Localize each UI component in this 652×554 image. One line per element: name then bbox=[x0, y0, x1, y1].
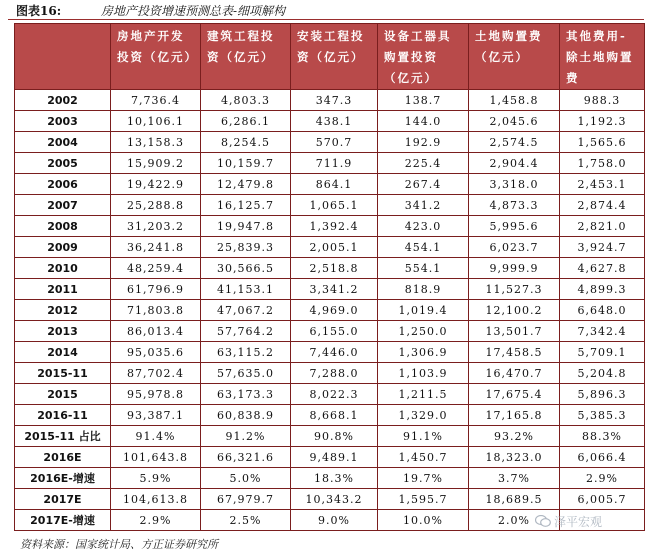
wechat-icon bbox=[535, 515, 551, 527]
value-cell: 2,904.4 bbox=[469, 153, 560, 174]
row-label-cell: 2017E bbox=[15, 489, 111, 510]
value-cell: 7,342.4 bbox=[560, 321, 645, 342]
row-label-cell: 2011 bbox=[15, 279, 111, 300]
value-cell: 16,470.7 bbox=[469, 363, 560, 384]
value-cell: 554.1 bbox=[378, 258, 469, 279]
value-cell: 454.1 bbox=[378, 237, 469, 258]
value-cell: 11,527.3 bbox=[469, 279, 560, 300]
table-row bbox=[15, 468, 645, 489]
value-cell: 2,045.6 bbox=[469, 111, 560, 132]
value-cell: 9,999.9 bbox=[469, 258, 560, 279]
value-cell: 5,709.1 bbox=[560, 342, 645, 363]
row-label-cell: 2006 bbox=[15, 174, 111, 195]
row-label-cell: 2016-11 bbox=[15, 405, 111, 426]
value-cell: 6,005.7 bbox=[560, 489, 645, 510]
value-cell: 15,909.2 bbox=[111, 153, 201, 174]
value-cell: 1,392.4 bbox=[291, 216, 378, 237]
value-cell: 47,067.2 bbox=[201, 300, 291, 321]
value-cell: 4,803.3 bbox=[201, 90, 291, 111]
table-row bbox=[15, 405, 645, 426]
value-cell: 17,675.4 bbox=[469, 384, 560, 405]
value-cell: 36,241.8 bbox=[111, 237, 201, 258]
value-cell: 16,125.7 bbox=[201, 195, 291, 216]
value-cell: 3,924.7 bbox=[560, 237, 645, 258]
header-cell-other-costs: 其他费用-除土地购置费 bbox=[560, 24, 645, 90]
value-cell: 25,288.8 bbox=[111, 195, 201, 216]
header-cell-installation: 安装工程投资（亿元） bbox=[291, 24, 378, 90]
value-cell: 4,969.0 bbox=[291, 300, 378, 321]
value-cell: 9,489.1 bbox=[291, 447, 378, 468]
value-cell: 12,479.8 bbox=[201, 174, 291, 195]
value-cell: 91.1% bbox=[378, 426, 469, 447]
value-cell: 9.0% bbox=[291, 510, 378, 531]
value-cell: 1,211.5 bbox=[378, 384, 469, 405]
value-cell: 12,100.2 bbox=[469, 300, 560, 321]
value-cell: 1,103.9 bbox=[378, 363, 469, 384]
value-cell: 17,165.8 bbox=[469, 405, 560, 426]
table-row bbox=[15, 258, 645, 279]
value-cell: 2,574.5 bbox=[469, 132, 560, 153]
value-cell: 67,979.7 bbox=[201, 489, 291, 510]
value-cell: 1,565.6 bbox=[560, 132, 645, 153]
watermark-text: 泽平宏观 bbox=[554, 515, 603, 529]
table-row bbox=[15, 111, 645, 132]
table-row bbox=[15, 447, 645, 468]
value-cell: 1,595.7 bbox=[378, 489, 469, 510]
value-cell: 144.0 bbox=[378, 111, 469, 132]
table-row bbox=[15, 174, 645, 195]
value-cell: 57,635.0 bbox=[201, 363, 291, 384]
value-cell: 104,613.8 bbox=[111, 489, 201, 510]
value-cell: 18,323.0 bbox=[469, 447, 560, 468]
value-cell: 57,764.2 bbox=[201, 321, 291, 342]
table-row bbox=[15, 489, 645, 510]
row-label-cell: 2013 bbox=[15, 321, 111, 342]
header-cell-dev-investment: 房地产开发投资（亿元） bbox=[111, 24, 201, 90]
value-cell: 10.0% bbox=[378, 510, 469, 531]
value-cell: 192.9 bbox=[378, 132, 469, 153]
value-cell: 5,204.8 bbox=[560, 363, 645, 384]
table-row bbox=[15, 321, 645, 342]
value-cell: 13,501.7 bbox=[469, 321, 560, 342]
value-cell: 2,005.1 bbox=[291, 237, 378, 258]
value-cell: 8,668.1 bbox=[291, 405, 378, 426]
value-cell: 4,899.3 bbox=[560, 279, 645, 300]
value-cell: 95,978.8 bbox=[111, 384, 201, 405]
table-row bbox=[15, 195, 645, 216]
value-cell: 6,066.4 bbox=[560, 447, 645, 468]
value-cell: 90.8% bbox=[291, 426, 378, 447]
row-label-cell: 2014 bbox=[15, 342, 111, 363]
value-cell: 4,873.3 bbox=[469, 195, 560, 216]
value-cell: 570.7 bbox=[291, 132, 378, 153]
value-cell: 5.0% bbox=[201, 468, 291, 489]
value-cell: 5,385.3 bbox=[560, 405, 645, 426]
value-cell: 87,702.4 bbox=[111, 363, 201, 384]
value-cell: 31,203.2 bbox=[111, 216, 201, 237]
table-row bbox=[15, 237, 645, 258]
row-label-cell: 2012 bbox=[15, 300, 111, 321]
row-label-cell: 2002 bbox=[15, 90, 111, 111]
table-row bbox=[15, 426, 645, 447]
row-label-cell: 2015-11 bbox=[15, 363, 111, 384]
source-note: 资料来源：国家统计局、方正证券研究所 bbox=[20, 538, 218, 551]
table-title-bar bbox=[8, 3, 644, 20]
row-label-cell: 2009 bbox=[15, 237, 111, 258]
value-cell: 225.4 bbox=[378, 153, 469, 174]
value-cell: 10,343.2 bbox=[291, 489, 378, 510]
table-row bbox=[15, 216, 645, 237]
table-row bbox=[15, 90, 645, 111]
value-cell: 341.2 bbox=[378, 195, 469, 216]
value-cell: 93,387.1 bbox=[111, 405, 201, 426]
value-cell: 1,192.3 bbox=[560, 111, 645, 132]
row-label-cell: 2005 bbox=[15, 153, 111, 174]
table-row bbox=[15, 384, 645, 405]
value-cell: 91.4% bbox=[111, 426, 201, 447]
forecast-table bbox=[14, 23, 645, 531]
value-cell: 6,023.7 bbox=[469, 237, 560, 258]
table-row bbox=[15, 153, 645, 174]
value-cell: 10,159.7 bbox=[201, 153, 291, 174]
value-cell: 2,874.4 bbox=[560, 195, 645, 216]
value-cell: 3,318.0 bbox=[469, 174, 560, 195]
value-cell: 1,450.7 bbox=[378, 447, 469, 468]
value-cell: 138.7 bbox=[378, 90, 469, 111]
table-row bbox=[15, 132, 645, 153]
value-cell: 41,153.1 bbox=[201, 279, 291, 300]
row-label-cell: 2010 bbox=[15, 258, 111, 279]
table-row bbox=[15, 342, 645, 363]
value-cell: 86,013.4 bbox=[111, 321, 201, 342]
value-cell: 1,306.9 bbox=[378, 342, 469, 363]
value-cell: 7,446.0 bbox=[291, 342, 378, 363]
value-cell: 3,341.2 bbox=[291, 279, 378, 300]
value-cell: 7,288.0 bbox=[291, 363, 378, 384]
value-cell: 864.1 bbox=[291, 174, 378, 195]
value-cell: 5,995.6 bbox=[469, 216, 560, 237]
table-row bbox=[15, 300, 645, 321]
value-cell: 71,803.8 bbox=[111, 300, 201, 321]
row-label-cell: 2015-11 占比 bbox=[15, 426, 111, 447]
value-cell: 91.2% bbox=[201, 426, 291, 447]
figure-label: 图表16: bbox=[16, 4, 62, 18]
value-cell: 66,321.6 bbox=[201, 447, 291, 468]
value-cell: 2,518.8 bbox=[291, 258, 378, 279]
value-cell: 19,947.8 bbox=[201, 216, 291, 237]
row-label-cell: 2016E-增速 bbox=[15, 468, 111, 489]
value-cell: 1,758.0 bbox=[560, 153, 645, 174]
value-cell: 2.5% bbox=[201, 510, 291, 531]
row-label-cell: 2007 bbox=[15, 195, 111, 216]
value-cell: 25,839.3 bbox=[201, 237, 291, 258]
row-label-cell: 2008 bbox=[15, 216, 111, 237]
value-cell: 1,458.8 bbox=[469, 90, 560, 111]
row-label-cell: 2017E-增速 bbox=[15, 510, 111, 531]
row-label-cell: 2003 bbox=[15, 111, 111, 132]
value-cell: 8,254.5 bbox=[201, 132, 291, 153]
value-cell: 13,158.3 bbox=[111, 132, 201, 153]
value-cell: 988.3 bbox=[560, 90, 645, 111]
value-cell: 95,035.6 bbox=[111, 342, 201, 363]
table-caption: 房地产投资增速预测总表-细项解构 bbox=[100, 4, 286, 18]
value-cell: 2,453.1 bbox=[560, 174, 645, 195]
table-row bbox=[15, 363, 645, 384]
value-cell: 2.0% bbox=[469, 510, 560, 531]
value-cell: 7,736.4 bbox=[111, 90, 201, 111]
value-cell: 3.7% bbox=[469, 468, 560, 489]
table-header-row bbox=[15, 24, 645, 90]
value-cell: 267.4 bbox=[378, 174, 469, 195]
row-label-cell: 2016E bbox=[15, 447, 111, 468]
row-label-cell: 2004 bbox=[15, 132, 111, 153]
watermark bbox=[535, 513, 602, 530]
value-cell: 93.2% bbox=[469, 426, 560, 447]
value-cell: 8,022.3 bbox=[291, 384, 378, 405]
value-cell: 5.9% bbox=[111, 468, 201, 489]
value-cell: 6,286.1 bbox=[201, 111, 291, 132]
value-cell: 18.3% bbox=[291, 468, 378, 489]
value-cell: 438.1 bbox=[291, 111, 378, 132]
value-cell: 6,155.0 bbox=[291, 321, 378, 342]
value-cell: 63,173.3 bbox=[201, 384, 291, 405]
value-cell: 63,115.2 bbox=[201, 342, 291, 363]
value-cell: 5,896.3 bbox=[560, 384, 645, 405]
row-label-cell: 2015 bbox=[15, 384, 111, 405]
value-cell: 1,065.1 bbox=[291, 195, 378, 216]
value-cell: 1,019.4 bbox=[378, 300, 469, 321]
value-cell: 423.0 bbox=[378, 216, 469, 237]
value-cell: 17,458.5 bbox=[469, 342, 560, 363]
value-cell: 4,627.8 bbox=[560, 258, 645, 279]
value-cell: 101,643.8 bbox=[111, 447, 201, 468]
value-cell: 30,566.5 bbox=[201, 258, 291, 279]
value-cell: 6,648.0 bbox=[560, 300, 645, 321]
header-cell-land-purchase: 土地购置费（亿元） bbox=[469, 24, 560, 90]
value-cell: 2.9% bbox=[560, 468, 645, 489]
value-cell: 818.9 bbox=[378, 279, 469, 300]
table-row bbox=[15, 279, 645, 300]
header-corner-cell bbox=[15, 24, 111, 90]
header-cell-equipment: 设备工器具购置投资（亿元） bbox=[378, 24, 469, 90]
value-cell: 60,838.9 bbox=[201, 405, 291, 426]
value-cell: 10,106.1 bbox=[111, 111, 201, 132]
value-cell: 19,422.9 bbox=[111, 174, 201, 195]
value-cell: 347.3 bbox=[291, 90, 378, 111]
value-cell: 711.9 bbox=[291, 153, 378, 174]
value-cell: 19.7% bbox=[378, 468, 469, 489]
value-cell: 18,689.5 bbox=[469, 489, 560, 510]
value-cell: 48,259.4 bbox=[111, 258, 201, 279]
value-cell: 61,796.9 bbox=[111, 279, 201, 300]
value-cell: 2,821.0 bbox=[560, 216, 645, 237]
value-cell: 1,329.0 bbox=[378, 405, 469, 426]
value-cell: 2.9% bbox=[111, 510, 201, 531]
value-cell: 1,250.0 bbox=[378, 321, 469, 342]
header-cell-construction: 建筑工程投资（亿元） bbox=[201, 24, 291, 90]
value-cell: 88.3% bbox=[560, 426, 645, 447]
